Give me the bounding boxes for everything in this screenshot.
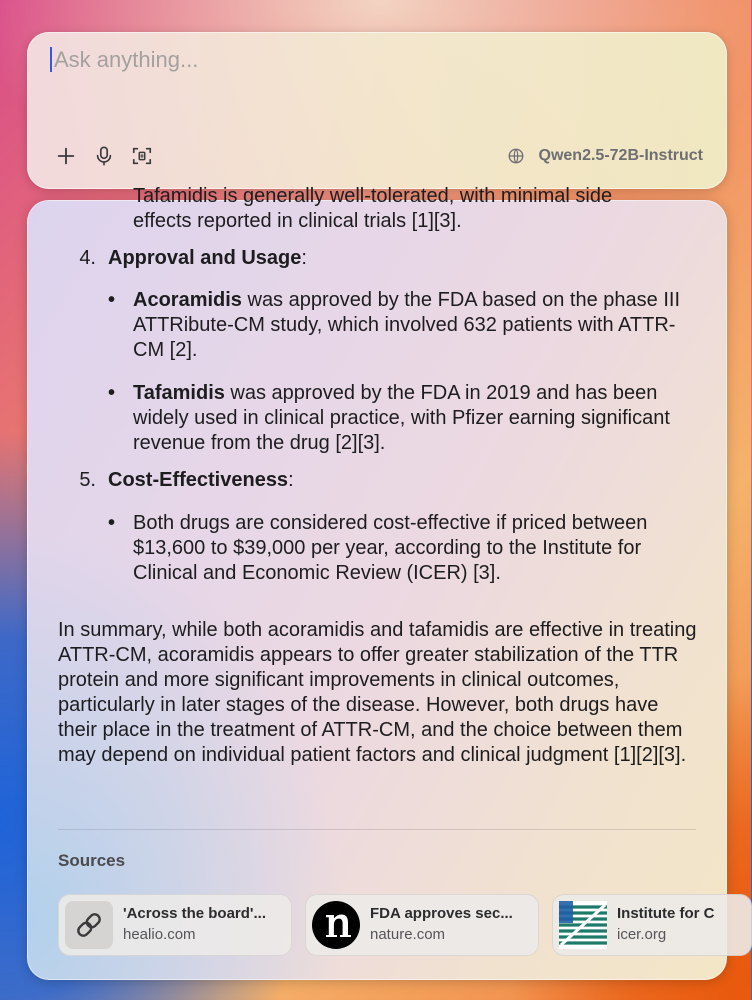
nature-logo-icon — [312, 901, 360, 949]
ask-input[interactable] — [54, 44, 694, 76]
divider — [58, 829, 696, 830]
list-item-cost-effectiveness: 5. Cost-Effectiveness : — [58, 468, 698, 493]
link-icon — [65, 901, 113, 949]
microphone-icon — [93, 145, 115, 167]
screen-capture-icon — [131, 145, 153, 167]
source-card-icer[interactable] — [552, 894, 752, 956]
section-title: Approval and Usage — [108, 247, 302, 269]
ask-panel — [27, 32, 727, 189]
source-domain: healio.com — [123, 926, 196, 943]
bullet-text: was approved by the FDA based on the phase III ATTRibute-CM study, which involved 632 patients with ATTR-CM [2]. — [133, 289, 680, 361]
ask-toolbar — [54, 144, 168, 168]
bullet-lead: Acoramidis — [133, 289, 242, 311]
model-selector[interactable] — [507, 147, 703, 165]
bullet-item — [133, 381, 698, 456]
sources-heading: Sources — [58, 851, 126, 870]
list-item-approval-usage: 4. Approval and Usage : — [58, 246, 698, 271]
source-domain: nature.com — [370, 926, 446, 943]
source-title: Institute for C — [617, 905, 715, 922]
bullet-lead: Tafamidis — [133, 382, 225, 404]
clipped-line: Tafamidis is generally well-tolerated, with minimal side — [133, 185, 613, 207]
screen-capture-button[interactable] — [130, 144, 154, 168]
plus-icon — [55, 145, 77, 167]
source-title: 'Across the board'... — [123, 905, 266, 922]
add-attachment-button[interactable] — [54, 144, 78, 168]
source-domain: icer.org — [617, 926, 667, 943]
source-title: FDA approves sec... — [370, 905, 513, 922]
list-number: 4. — [79, 247, 96, 269]
bullet-item — [133, 288, 698, 363]
clipped-line-continuation: effects reported in clinical trials [1][3]. — [133, 210, 462, 232]
globe-icon — [507, 147, 525, 165]
text-caret — [50, 47, 52, 72]
section-title: Cost-Effectiveness — [108, 469, 289, 491]
bullet-item — [133, 511, 698, 586]
sources-row[interactable] — [58, 894, 727, 956]
bullet-text: was approved by the FDA in 2019 and has been widely used in clinical practice, with Pfizer earning significant revenue from the drug [2][3]. — [133, 382, 670, 454]
list-number: 5. — [79, 469, 96, 491]
voice-input-button[interactable] — [92, 144, 116, 168]
source-card-healio[interactable] — [58, 894, 292, 956]
bullet-text: Both drugs are considered cost-effective if priced between $13,600 to $39,000 per year, according to the Institute for Clinical and Economic Review (ICER) [3]. — [133, 512, 648, 584]
summary-paragraph: In summary, while both acoramidis and tafamidis are effective in treating ATTR-CM, acoramidis appears to offer greater stabilization of the TTR protein and more significant improvements in clinical outcomes, particularly in later stages of the disease. However, both drugs have their place in the treatment of ATTR-CM, and the choice between them may depend on individual patient factors and clinical judgment [1][2][3]. — [58, 619, 697, 766]
source-card-nature[interactable] — [305, 894, 539, 956]
response-panel — [27, 185, 727, 980]
model-label: Qwen2.5-72B-Instruct — [538, 147, 703, 164]
icer-logo-icon — [559, 901, 607, 949]
